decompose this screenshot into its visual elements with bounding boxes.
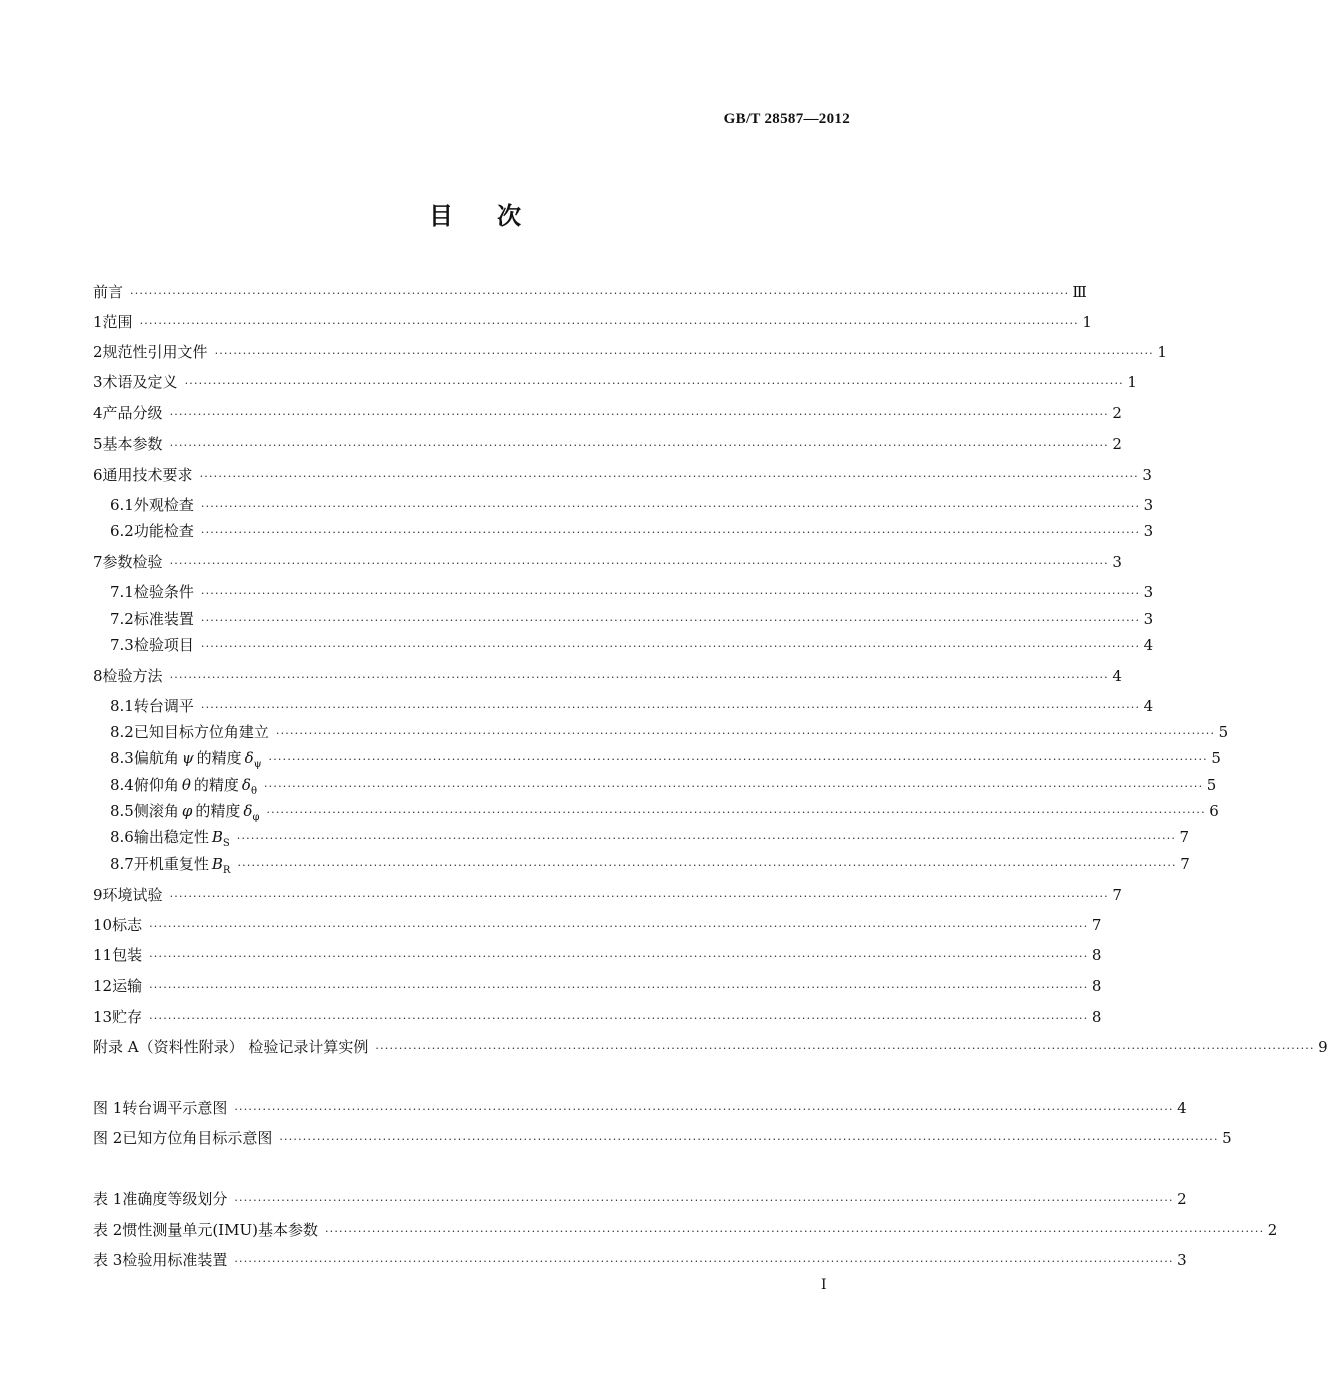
toc-entry[interactable] bbox=[93, 402, 1122, 424]
toc-entry-label-text: 开机重复性 bbox=[133, 855, 209, 873]
page-number: I bbox=[821, 1277, 827, 1293]
toc-entry-label-text: 已知目标方位角建立 bbox=[133, 723, 269, 741]
toc-entry-page: 1 bbox=[1127, 373, 1137, 391]
math-symbol: δ bbox=[243, 802, 253, 820]
table-entry[interactable] bbox=[93, 1219, 1278, 1241]
toc-entry-page: 8 bbox=[1091, 1008, 1102, 1026]
toc-entry-number: 7.1 bbox=[110, 583, 134, 601]
toc-entry-number: 8 bbox=[93, 667, 103, 685]
toc-entry-label bbox=[103, 665, 167, 687]
title-char-2: 次 bbox=[497, 201, 521, 230]
dot-leader: ········································································································································································································ bbox=[200, 526, 1141, 539]
toc-entry-label bbox=[103, 341, 212, 363]
toc-entry-number: 11 bbox=[93, 946, 113, 964]
dot-leader: ········································································································································································································ bbox=[169, 890, 1109, 903]
toc-entry-page: 2 bbox=[1112, 404, 1122, 422]
toc-entry-number: 6 bbox=[93, 466, 103, 484]
toc-entry-page: 4 bbox=[1112, 667, 1122, 685]
toc-entry-label-text: 参数检验 bbox=[102, 553, 163, 571]
toc-entry-page: 7 bbox=[1091, 916, 1102, 934]
math-variable: φ bbox=[181, 802, 193, 820]
toc-entry[interactable] bbox=[110, 774, 1217, 797]
toc-entry-label-text: 运输 bbox=[112, 977, 143, 995]
toc-entry-label-text: 附录 A（资料性附录） 检验记录计算实例 bbox=[93, 1038, 369, 1056]
dot-leader: ········································································································································································································ bbox=[234, 1194, 1174, 1207]
dot-leader: ········································································································································································································ bbox=[169, 408, 1109, 421]
toc-entry[interactable] bbox=[110, 520, 1154, 542]
toc-entry-number: 7.2 bbox=[110, 610, 134, 628]
toc-entry-label-text: 包装 bbox=[112, 946, 143, 964]
dot-leader: ········································································································································································································ bbox=[169, 671, 1109, 684]
toc-entry-number: 4 bbox=[93, 404, 103, 422]
toc-entry-number: 8.6 bbox=[110, 828, 134, 846]
toc-entry-label bbox=[103, 884, 167, 906]
figure-entry-page: 5 bbox=[1222, 1129, 1232, 1147]
toc-entry-page: 4 bbox=[1143, 697, 1154, 715]
table-entry-number: 表 3 bbox=[93, 1251, 123, 1269]
table-entry-label: 准确度等级划分 bbox=[122, 1190, 228, 1208]
toc-entry-label-tail: 的精度 bbox=[196, 749, 242, 767]
dot-leader: ········································································································································································································ bbox=[149, 1012, 1089, 1025]
toc-entry-label bbox=[112, 975, 146, 997]
dot-leader: ········································································································································································································ bbox=[149, 981, 1089, 994]
toc-entry[interactable] bbox=[93, 551, 1122, 573]
math-symbol: B bbox=[211, 855, 223, 873]
toc-entry-page: 2 bbox=[1112, 435, 1122, 453]
toc-entry-number: 6.2 bbox=[110, 522, 134, 540]
dot-leader: ········································································································································································································ bbox=[263, 780, 1204, 793]
math-variable: θ bbox=[181, 776, 191, 794]
toc-entry[interactable] bbox=[93, 464, 1152, 486]
toc-entry[interactable] bbox=[110, 826, 1190, 849]
dot-leader: ········································································································································································································ bbox=[236, 832, 1177, 845]
dot-leader: ········································································································································································································ bbox=[200, 701, 1141, 714]
toc-entry-label bbox=[134, 747, 266, 776]
toc-entry-label-tail: 的精度 bbox=[193, 776, 239, 794]
toc-entry[interactable] bbox=[93, 341, 1167, 363]
toc-entry-page: 7 bbox=[1112, 886, 1122, 904]
toc-entry-number: 8.3 bbox=[110, 749, 134, 767]
toc-entry-label-text: 功能检查 bbox=[133, 522, 194, 540]
figure-entry-label: 已知方位角目标示意图 bbox=[122, 1129, 273, 1147]
toc-entry-label bbox=[134, 774, 261, 803]
toc-entry-label-text: 标准装置 bbox=[133, 610, 194, 628]
table-entry-number: 表 1 bbox=[93, 1190, 123, 1208]
toc-entry-label-text: 范围 bbox=[102, 313, 133, 331]
toc-entry-label bbox=[134, 800, 264, 829]
figure-entry-number: 图 1 bbox=[93, 1099, 123, 1117]
toc-entry-label bbox=[134, 520, 198, 542]
toc-entry-number: 7 bbox=[93, 553, 103, 571]
toc-entry-label bbox=[103, 371, 182, 393]
toc-entry[interactable] bbox=[93, 914, 1102, 936]
dot-leader: ········································································································································································································ bbox=[169, 439, 1109, 452]
math-symbol: δ bbox=[244, 749, 254, 767]
figure-entry-number: 图 2 bbox=[93, 1129, 123, 1147]
dot-leader: ········································································································································································································ bbox=[234, 1103, 1174, 1116]
toc-entry[interactable] bbox=[110, 747, 1221, 770]
dot-leader: ········································································································································································································ bbox=[266, 806, 1206, 819]
dot-leader: ········································································································································································································ bbox=[200, 640, 1141, 653]
toc-entry[interactable] bbox=[93, 1036, 1328, 1058]
toc-entry-number: 7.3 bbox=[110, 636, 134, 654]
toc-entry[interactable] bbox=[110, 608, 1154, 630]
toc-entry-number: 8.1 bbox=[110, 697, 134, 715]
toc-entry[interactable] bbox=[93, 281, 1087, 303]
toc-entry-page: 5 bbox=[1206, 776, 1217, 794]
toc-entry-label-text: 外观检查 bbox=[133, 496, 194, 514]
toc-entry-number: 1 bbox=[93, 313, 103, 331]
toc-entry-label-text: 前言 bbox=[93, 283, 124, 301]
toc-entry-page: 3 bbox=[1143, 610, 1154, 628]
toc-entry-label bbox=[134, 826, 234, 855]
math-symbol: δ bbox=[241, 776, 251, 794]
figure-entry[interactable] bbox=[93, 1127, 1232, 1149]
toc-entry-label-text: 规范性引用文件 bbox=[102, 343, 208, 361]
toc-entry-page: 3 bbox=[1143, 583, 1154, 601]
table-entry-label: 检验用标准装置 bbox=[122, 1251, 228, 1269]
dot-leader: ········································································································································································································ bbox=[275, 727, 1216, 740]
toc-entry-label-tail: 的精度 bbox=[195, 802, 241, 820]
toc-entry-label-text: 侧滚角 bbox=[133, 802, 179, 820]
toc-entry-label-text: 俯仰角 bbox=[133, 776, 179, 794]
toc-entry-label bbox=[134, 695, 198, 717]
toc-entry-label-text: 检验条件 bbox=[133, 583, 194, 601]
toc-entry-label-text: 标志 bbox=[112, 916, 143, 934]
toc-entry-page: 3 bbox=[1112, 553, 1122, 571]
toc-entry-label bbox=[93, 281, 127, 303]
table-entry-page: 2 bbox=[1177, 1190, 1187, 1208]
figure-entry-label: 转台调平示意图 bbox=[122, 1099, 228, 1117]
table-entry-page: 3 bbox=[1177, 1251, 1187, 1269]
toc-entry-number: 2 bbox=[93, 343, 103, 361]
math-subscript: R bbox=[222, 865, 231, 876]
toc-entry[interactable] bbox=[110, 800, 1219, 823]
toc-entry-label bbox=[103, 311, 137, 333]
toc-entry-page: 4 bbox=[1143, 636, 1154, 654]
toc-entry-number: 3 bbox=[93, 373, 103, 391]
toc-entry-label bbox=[134, 608, 198, 630]
toc-entry-label-text: 产品分级 bbox=[102, 404, 163, 422]
math-subscript: S bbox=[222, 838, 230, 849]
dot-leader: ········································································································································································································ bbox=[234, 1255, 1174, 1268]
toc-entry-number: 6.1 bbox=[110, 496, 134, 514]
math-variable: ψ bbox=[181, 749, 194, 767]
toc-entry-label-text: 基本参数 bbox=[102, 435, 163, 453]
toc-entry-number: 8.5 bbox=[110, 802, 134, 820]
dot-leader: ········································································································································································································ bbox=[200, 500, 1141, 513]
toc-entry-page: 8 bbox=[1091, 977, 1102, 995]
toc-entry-label-text: 检验项目 bbox=[133, 636, 194, 654]
toc-entry-label-text: 通用技术要求 bbox=[102, 466, 193, 484]
dot-leader: ········································································································································································································ bbox=[169, 557, 1109, 570]
toc-entry-number: 12 bbox=[93, 977, 113, 995]
toc-entry-label bbox=[134, 494, 198, 516]
math-subscript: ψ bbox=[253, 759, 262, 770]
dot-leader: ········································································································································································································ bbox=[139, 317, 1079, 330]
dot-leader: ········································································································································································································ bbox=[375, 1042, 1315, 1055]
toc-entry-label bbox=[93, 1036, 372, 1058]
dot-leader: ········································································································································································································ bbox=[200, 587, 1141, 600]
toc-entry[interactable] bbox=[93, 884, 1122, 906]
dot-leader: ········································································································································································································ bbox=[130, 287, 1070, 300]
toc-entry[interactable] bbox=[110, 695, 1154, 717]
toc-entry-number: 8.2 bbox=[110, 723, 134, 741]
toc-entry[interactable] bbox=[93, 1006, 1102, 1028]
figure-entry-page: 4 bbox=[1177, 1099, 1187, 1117]
toc-entry[interactable] bbox=[93, 433, 1122, 455]
toc-entry-label bbox=[103, 551, 167, 573]
toc-entry-label bbox=[134, 634, 198, 656]
dot-leader: ········································································································································································································ bbox=[149, 920, 1089, 933]
toc-entry-label-text: 检验方法 bbox=[102, 667, 163, 685]
toc-entry-label-text: 转台调平 bbox=[133, 697, 194, 715]
toc-entry[interactable] bbox=[110, 853, 1190, 876]
dot-leader: ········································································································································································································ bbox=[184, 377, 1124, 390]
toc-entry-page: 6 bbox=[1209, 802, 1219, 820]
page-title bbox=[0, 196, 950, 231]
dot-leader: ········································································································································································································ bbox=[214, 347, 1154, 360]
toc-entry-label bbox=[134, 853, 235, 882]
toc-entry-label-text: 环境试验 bbox=[102, 886, 163, 904]
dot-leader: ········································································································································································································ bbox=[149, 950, 1089, 963]
toc-entry[interactable] bbox=[93, 944, 1102, 966]
toc-entry[interactable] bbox=[93, 311, 1092, 333]
table-entry-number: 表 2 bbox=[93, 1221, 123, 1239]
toc-entry-page: 7 bbox=[1180, 855, 1190, 873]
table-entry[interactable] bbox=[93, 1188, 1187, 1210]
toc-entry-number: 10 bbox=[93, 916, 113, 934]
toc-entry-page: 8 bbox=[1091, 946, 1102, 964]
toc-entry-page: 3 bbox=[1143, 522, 1154, 540]
math-subscript: φ bbox=[252, 812, 260, 823]
toc-entry-page: 7 bbox=[1179, 828, 1190, 846]
dot-leader: ········································································································································································································ bbox=[279, 1133, 1219, 1146]
toc-entry-page: 1 bbox=[1082, 313, 1092, 331]
table-entry-page: 2 bbox=[1267, 1221, 1278, 1239]
toc-entry-page: 9 bbox=[1318, 1038, 1328, 1056]
table-entry[interactable] bbox=[93, 1249, 1187, 1271]
dot-leader: ········································································································································································································ bbox=[200, 614, 1141, 627]
toc-entry-page: Ⅲ bbox=[1072, 283, 1087, 301]
toc-entry-page: 3 bbox=[1142, 466, 1152, 484]
toc-entry-label-text: 术语及定义 bbox=[102, 373, 178, 391]
math-subscript: θ bbox=[250, 786, 257, 797]
toc-entry-number: 9 bbox=[93, 886, 103, 904]
math-symbol: B bbox=[211, 828, 223, 846]
toc-entry[interactable] bbox=[110, 721, 1229, 743]
toc-entry-number: 5 bbox=[93, 435, 103, 453]
dot-leader: ········································································································································································································ bbox=[268, 753, 1208, 766]
figure-entry[interactable] bbox=[93, 1097, 1187, 1119]
toc-entry-label-text: 贮存 bbox=[112, 1008, 143, 1026]
dot-leader: ········································································································································································································ bbox=[324, 1225, 1265, 1238]
dot-leader: ········································································································································································································ bbox=[199, 470, 1139, 483]
toc-entry-label bbox=[112, 1006, 146, 1028]
toc-entry-label bbox=[112, 944, 146, 966]
toc-entry-page: 5 bbox=[1218, 723, 1229, 741]
toc-entry[interactable] bbox=[110, 581, 1154, 603]
toc-entry-label bbox=[103, 464, 197, 486]
toc-entry-number: 13 bbox=[93, 1008, 113, 1026]
toc-entry-label bbox=[134, 721, 273, 743]
toc-entry-page: 1 bbox=[1157, 343, 1167, 361]
toc-entry-label-text: 输出稳定性 bbox=[133, 828, 209, 846]
toc-entry-label bbox=[112, 914, 146, 936]
toc-entry[interactable] bbox=[93, 371, 1137, 393]
toc-entry-number: 8.4 bbox=[110, 776, 134, 794]
toc-entry[interactable] bbox=[110, 634, 1154, 656]
toc-entry-label-text: 偏航角 bbox=[133, 749, 179, 767]
toc-entry-label bbox=[103, 402, 167, 424]
toc-entry-label bbox=[103, 433, 167, 455]
dot-leader: ········································································································································································································ bbox=[237, 859, 1177, 872]
toc-entry-label bbox=[134, 581, 198, 603]
toc-entry-number: 8.7 bbox=[110, 855, 134, 873]
toc-entry[interactable] bbox=[93, 665, 1122, 687]
standard-number: GB/T 28587—2012 bbox=[723, 111, 850, 127]
toc-entry[interactable] bbox=[110, 494, 1154, 516]
title-char-1: 目 bbox=[429, 201, 453, 230]
table-entry-label: 惯性测量单元(IMU)基本参数 bbox=[122, 1221, 318, 1239]
toc-entry-page: 5 bbox=[1211, 749, 1221, 767]
toc-entry-page: 3 bbox=[1143, 496, 1154, 514]
toc-entry[interactable] bbox=[93, 975, 1102, 997]
